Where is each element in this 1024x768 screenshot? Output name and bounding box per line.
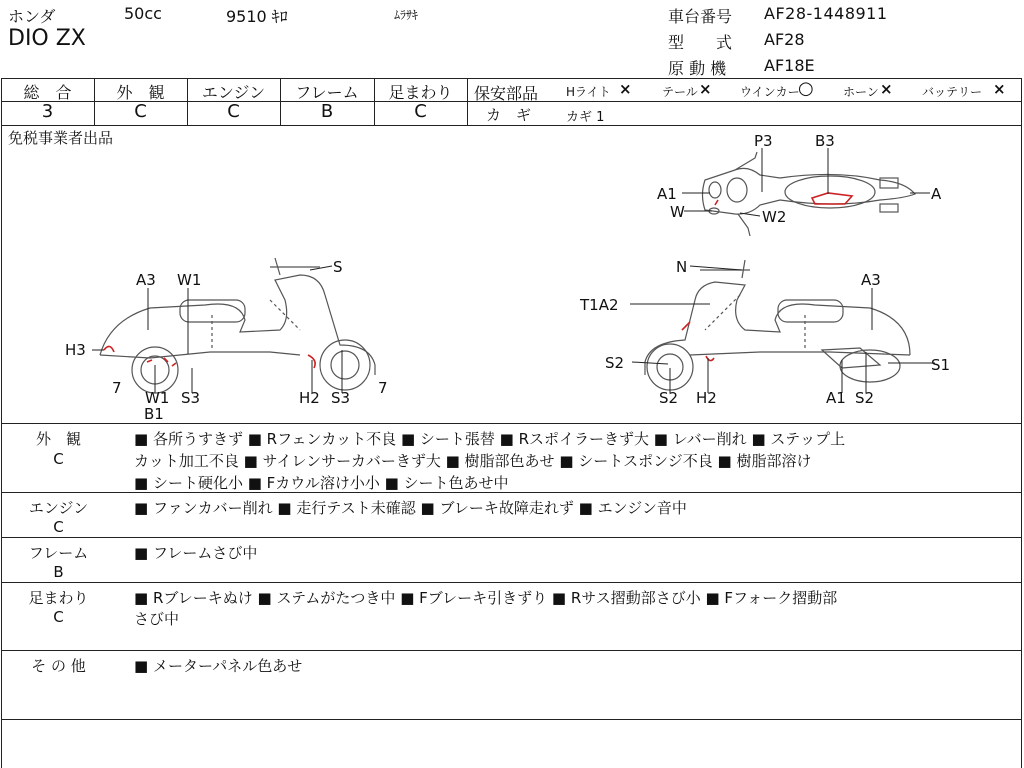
- damage-mark: [706, 356, 714, 361]
- overall-value: 3: [41, 101, 54, 122]
- damage-mark: [104, 346, 114, 352]
- frame-grade: B: [320, 101, 334, 122]
- type-value: AF28: [764, 30, 805, 49]
- detail-line: ■ 各所うすきず ■ Rフェンカット不良 ■ シート張替 ■ Rスポイラーきず大 ■ レバー削れ ■ ステップ上: [134, 430, 846, 448]
- diagram-label: H2: [696, 389, 717, 407]
- detail-grade: C: [53, 608, 64, 626]
- diagram-label: B1: [144, 405, 164, 423]
- engine-label: 原 動 機: [668, 59, 727, 78]
- detail-line: さび中: [134, 610, 180, 628]
- diagram-label: A1: [826, 389, 846, 407]
- diagram-label: 7: [378, 379, 388, 397]
- suspension-grade: C: [414, 101, 427, 122]
- headlight-label: Hライト: [566, 85, 611, 99]
- exterior-grade: C: [134, 101, 147, 122]
- detail-line: ■ メーターパネル色あせ: [134, 657, 303, 675]
- overall-label: 総 合: [23, 83, 72, 102]
- headlight-mark: ×: [619, 80, 632, 98]
- diagram-label: N: [676, 258, 688, 276]
- diagram-label: W: [670, 203, 685, 221]
- frame-grade-label: フレーム: [295, 83, 359, 102]
- diagram-label: W2: [762, 208, 787, 226]
- diagram-label: 7: [112, 379, 122, 397]
- scooter-top-view: [703, 152, 916, 236]
- safety-parts-label: 保安部品: [474, 84, 539, 103]
- winker-mark: ○: [798, 78, 814, 99]
- diagram-label: W1: [145, 389, 170, 407]
- type-label: 型 式: [668, 33, 733, 52]
- body-color: ﾑﾗｻｷ: [394, 8, 419, 22]
- diagram-label: T1A2: [580, 296, 619, 314]
- horn-label: ホーン: [843, 85, 879, 99]
- detail-grade: C: [53, 450, 64, 468]
- diagram-label: S2: [855, 389, 875, 407]
- tail-label: テール: [662, 85, 698, 99]
- horn-mark: ×: [880, 80, 893, 98]
- frame-no: AF28-1448911: [764, 4, 888, 23]
- diagram-label: W1: [177, 271, 202, 289]
- detail-line: ■ Rブレーキぬけ ■ ステムがたつき中 ■ Fブレーキ引きずり ■ Rサス摺動部さび小 ■ Fフォーク摺動部: [134, 589, 838, 607]
- key-label: カ ギ: [486, 106, 532, 124]
- winker-label: ウインカー: [740, 85, 800, 99]
- damage-mark: [715, 200, 718, 205]
- diagram-label: S2: [659, 389, 679, 407]
- diagram-label: S1: [931, 356, 951, 374]
- detail-label: 足まわり: [28, 589, 89, 607]
- key-value: カギ 1: [566, 110, 605, 125]
- diagram-label: S3: [181, 389, 201, 407]
- diagram-label: A1: [657, 185, 677, 203]
- diagram-label: H2: [299, 389, 320, 407]
- diagram-label: P3: [754, 132, 773, 150]
- detail-line: ■ ファンカバー削れ ■ 走行テスト未確認 ■ ブレーキ故障走れず ■ エンジン音中: [134, 499, 687, 517]
- engine-value: AF18E: [764, 56, 815, 75]
- tax-note: 免税事業者出品: [8, 129, 114, 147]
- battery-mark: ×: [993, 80, 1006, 98]
- detail-label: エンジン: [28, 499, 89, 517]
- model-name: DIO ZX: [8, 26, 86, 51]
- detail-line: ■ シート硬化小 ■ Fカウル溶け小小 ■ シート色あせ中: [134, 474, 509, 492]
- diagram-label: B3: [815, 132, 835, 150]
- battery-label: バッテリー: [922, 85, 983, 99]
- diagram-label: H3: [65, 341, 86, 359]
- exterior-label: 外 観: [116, 83, 165, 102]
- detail-line: ■ フレームさび中: [134, 544, 258, 562]
- frame-no-label: 車台番号: [668, 7, 733, 26]
- tail-mark: ×: [699, 80, 712, 98]
- engine-grade-label: エンジン: [201, 83, 266, 102]
- damage-mark: [147, 358, 176, 366]
- diagram-label: A: [931, 185, 942, 203]
- detail-line: カット加工不良 ■ サイレンサーカバーきず大 ■ 樹脂部色あせ ■ シートスポンジ不良 ■ 樹脂部溶け: [134, 452, 812, 470]
- damage-mark: [812, 193, 852, 204]
- detail-grade: C: [53, 518, 64, 536]
- detail-label: そ の 他: [31, 657, 86, 675]
- diagram-label: S2: [605, 354, 625, 372]
- diagram-label: A3: [136, 271, 156, 289]
- mileage: 9510 ｷﾛ: [226, 7, 288, 26]
- detail-grade: B: [53, 563, 64, 581]
- detail-label: フレーム: [28, 544, 89, 562]
- diagram-label: S3: [331, 389, 351, 407]
- diagram-label: S: [333, 258, 343, 276]
- maker: ホンダ: [8, 7, 56, 26]
- detail-label: 外 観: [35, 430, 81, 448]
- displacement: 50cc: [124, 4, 162, 23]
- suspension-grade-label: 足まわり: [388, 83, 453, 102]
- engine-grade: C: [227, 101, 240, 122]
- diagram-label: A3: [861, 271, 881, 289]
